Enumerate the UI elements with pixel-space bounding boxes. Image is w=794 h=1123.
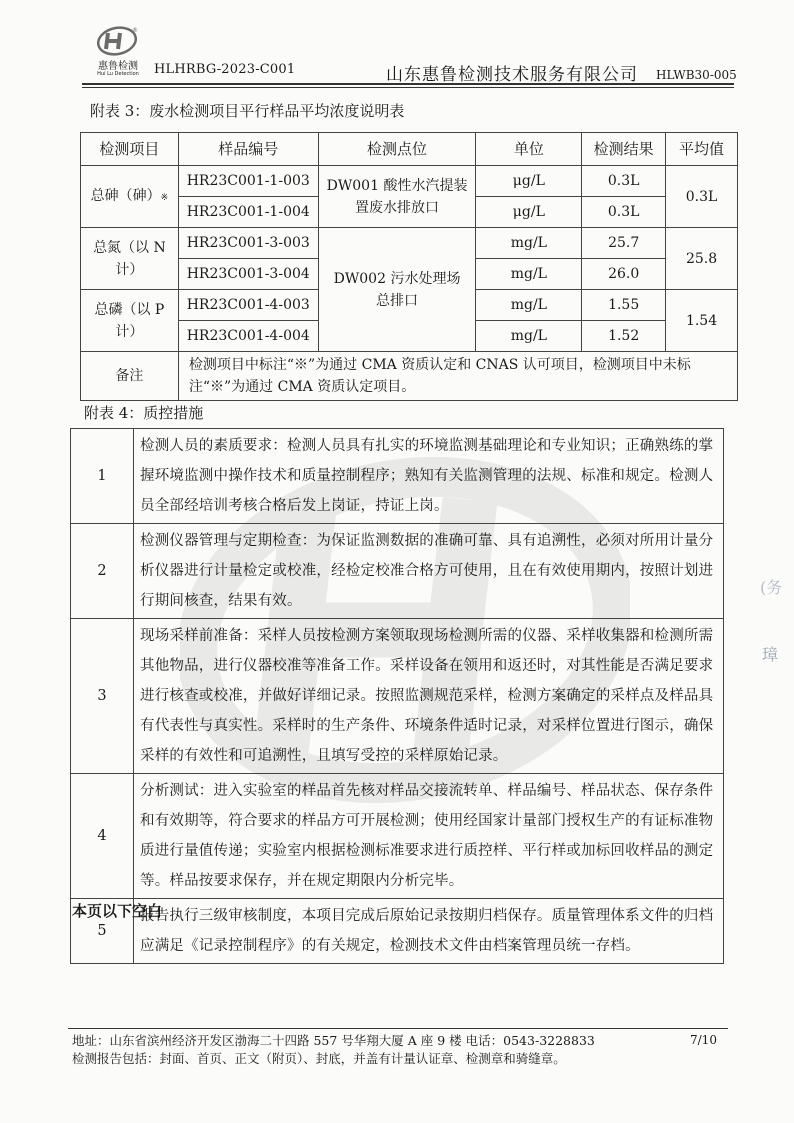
sample-id: HR23C001-3-003 xyxy=(178,228,318,259)
footer-address: 地址：山东省滨州经济开发区渤海二十四路 557 号华翔大厦 A 座 9 楼 电话：0543-3228833 xyxy=(72,1033,595,1048)
qc-measure-text: 现场采样前准备：采样人员按检测方案领取现场检测所需的仪器、采样收集器和检测所需其他物品，进行仪器校准等准备工作。采样设备在领用和返还时，对其性能是否满足要求进行核查或校准，并做好详细记录。按照监测规范采样，检测方案确定的采样点及样品具有代表性与真实性。采样时的生产条件、环境条件适时记录，对采样位置进行图示，确保采样的有效性和可追溯性，且填写受控的采样原始记录。 xyxy=(134,619,724,774)
company-logo xyxy=(88,26,148,76)
qc-measure-text: 检测人员的素质要求：检测人员具有扎实的环境监测基础理论和专业知识；正确熟练的掌握环境监测中操作技术和质量控制程序；熟知有关监测管理的法规、标准和规定。检测人员全部经培训考核合格后发上岗证，持证上岗。 xyxy=(134,429,724,524)
qc-measure-text: 报告执行三级审核制度，本项目完成后原始记录按期归档保存。质量管理体系文件的归档应满足《记录控制程序》的有关规定，检测技术文件由档案管理员统一存档。 xyxy=(134,899,724,964)
column-header: 检测项目 xyxy=(81,133,179,166)
logo-mark-icon xyxy=(96,26,138,56)
column-header: 样品编号 xyxy=(178,133,318,166)
unit: mg/L xyxy=(476,228,582,259)
report-contents-note: 检测报告包括：封面、首页、正文（附页）、封底，并盖有计量认证章、检测章和骑缝章。 xyxy=(72,1051,566,1066)
result: 25.7 xyxy=(582,228,666,259)
seam-stamp-fragment: (务 xyxy=(760,578,783,597)
unit: μg/L xyxy=(476,166,582,197)
footer-divider xyxy=(68,1028,728,1029)
test-item-cell xyxy=(81,166,179,228)
table-row xyxy=(71,774,724,899)
logo-english-name: Hui Lu Detection xyxy=(97,71,139,77)
table4-caption: 附表 4：质控措施 xyxy=(84,404,204,422)
result: 26.0 xyxy=(582,259,666,290)
row-number: 2 xyxy=(71,524,134,619)
sample-id: HR23C001-1-004 xyxy=(178,197,318,228)
note-row xyxy=(81,352,738,401)
unit: mg/L xyxy=(476,290,582,321)
note-text: 检测项目中标注“※”为通过 CMA 资质认定和 CNAS 认可项目，检测项目中未标注“※”为通过 CMA 资质认定项目。 xyxy=(178,352,737,401)
quality-control-table xyxy=(70,428,724,964)
seam-stamp-fragment: 璋 xyxy=(762,645,779,664)
table-row xyxy=(81,166,738,197)
sample-id: HR23C001-4-003 xyxy=(178,290,318,321)
page-number: 7/10 xyxy=(690,1033,717,1047)
note-label: 备注 xyxy=(81,352,179,401)
report-number: HLHRBG-2023-C001 xyxy=(154,62,296,77)
column-header: 单位 xyxy=(476,133,582,166)
row-number: 1 xyxy=(71,429,134,524)
qc-measure-text: 检测仪器管理与定期检查：为保证监测数据的准确可靠、具有追溯性，必须对所用计量分析仪器进行计量检定或校准，经检定校准合格方可使用，且在有效使用期内，按照计划进行期间核查，结果有效。 xyxy=(134,524,724,619)
unit: mg/L xyxy=(476,259,582,290)
row-number: 3 xyxy=(71,619,134,774)
result: 0.3L xyxy=(582,166,666,197)
table-row xyxy=(71,899,724,964)
test-item-name: 总磷（以 P 计） xyxy=(81,290,179,352)
company-name: 山东惠鲁检测技术服务有限公司 xyxy=(386,65,638,85)
row-number: 4 xyxy=(71,774,134,899)
result: 1.52 xyxy=(582,321,666,352)
table-row xyxy=(71,429,724,524)
unit: μg/L xyxy=(476,197,582,228)
column-header: 平均值 xyxy=(666,133,738,166)
blank-below-note: 本页以下空白 xyxy=(72,902,163,920)
sample-id: HR23C001-1-003 xyxy=(178,166,318,197)
table3-caption: 附表 3：废水检测项目平行样品平均浓度说明表 xyxy=(90,102,405,120)
row-number: 5 xyxy=(71,899,134,964)
sample-id: HR23C001-3-004 xyxy=(178,259,318,290)
test-item-name: 总砷（砷） xyxy=(90,187,161,204)
column-header: 检测结果 xyxy=(582,133,666,166)
sample-id: HR23C001-4-004 xyxy=(178,321,318,352)
average-value: 25.8 xyxy=(666,228,738,290)
logo-chinese-name: 惠鲁检测 xyxy=(98,61,138,72)
average-value: 1.54 xyxy=(666,290,738,352)
average-value: 0.3L xyxy=(666,166,738,228)
unit: mg/L xyxy=(476,321,582,352)
form-number: HLWB30-005 xyxy=(656,68,737,82)
qc-measure-text: 分析测试：进入实验室的样品首先核对样品交接流转单、样品编号、样品状态、保存条件和有效期等，符合要求的样品方可开展检测；使用经国家计量部门授权生产的有证标准物质进行量值传递；实验室内根据检测标准要求进行质控样、平行样或加标回收样品的测定等。样品按要求保存，并在规定期限内分析完毕。 xyxy=(134,774,724,899)
header-divider-thin xyxy=(82,87,734,88)
wastewater-parallel-sample-table xyxy=(80,132,738,401)
result: 1.55 xyxy=(582,290,666,321)
table-row xyxy=(81,228,738,259)
column-header: 检测点位 xyxy=(318,133,476,166)
svg-text:®: ® xyxy=(132,27,138,34)
header-divider xyxy=(82,83,734,85)
cma-cnas-mark: ※ xyxy=(160,192,169,203)
sampling-point: DW002 污水处理场总排口 xyxy=(318,228,476,352)
table-header-row xyxy=(81,133,738,166)
result: 0.3L xyxy=(582,197,666,228)
test-item-name: 总氮（以 N 计） xyxy=(81,228,179,290)
table-row xyxy=(71,619,724,774)
sampling-point: DW001 酸性水汽提装置废水排放口 xyxy=(318,166,476,228)
table-row xyxy=(71,524,724,619)
